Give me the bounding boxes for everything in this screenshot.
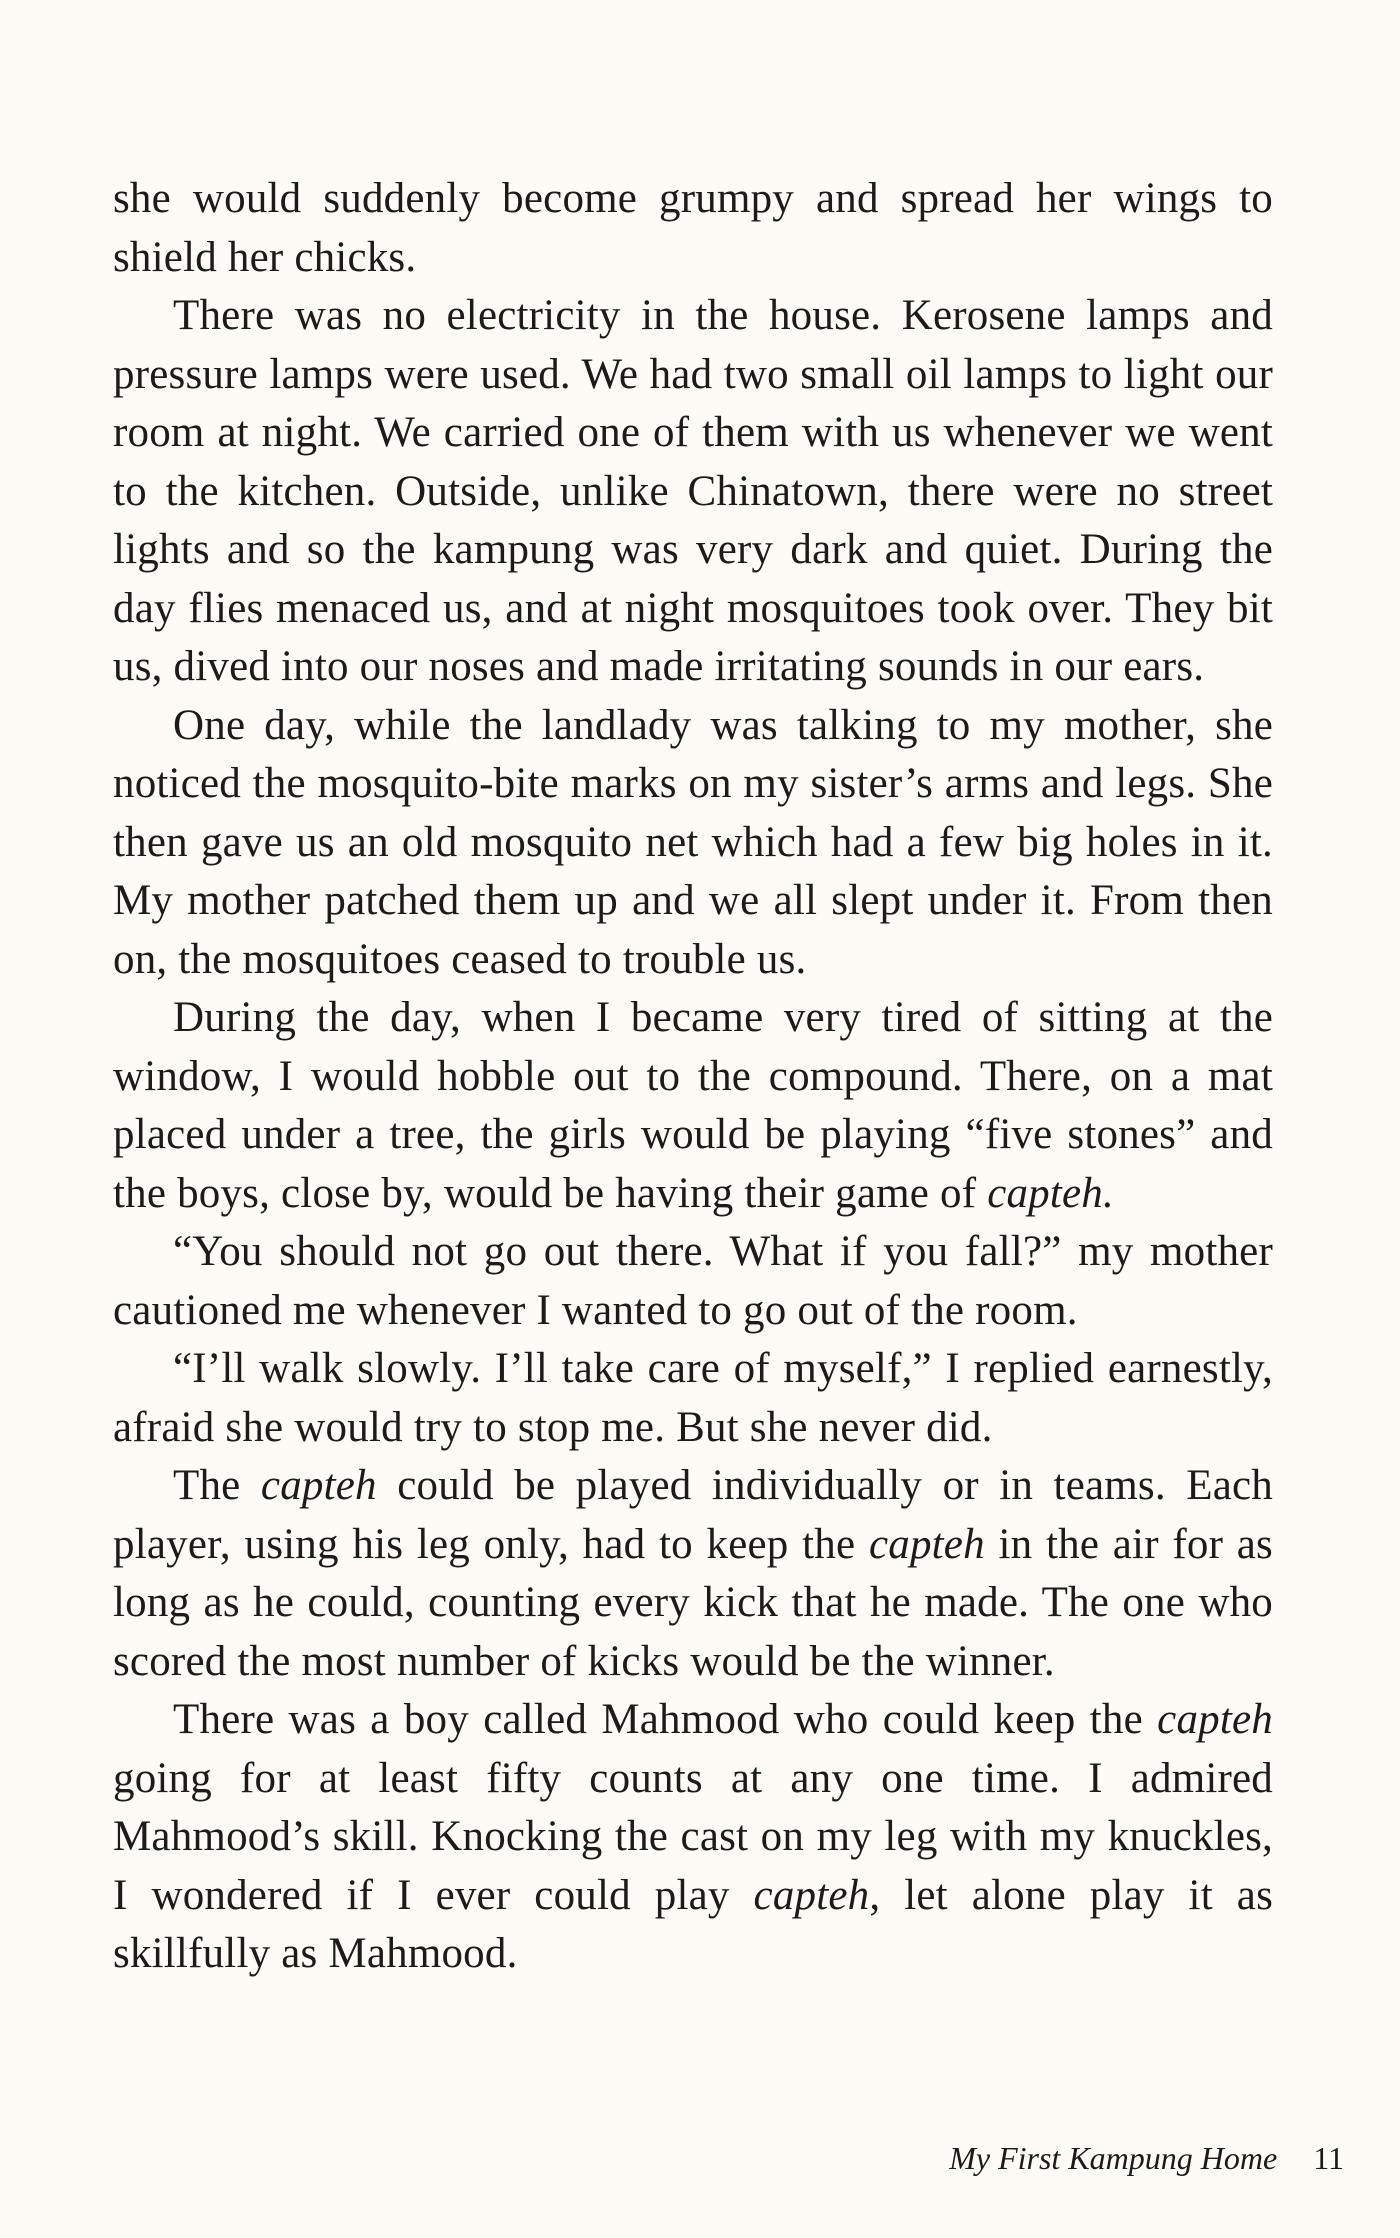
text-run: she would suddenly become grumpy and spread her wings to shield her chicks. <box>113 175 1273 281</box>
text-run: “I’ll walk slowly. I’ll take care of myself,” I replied earnestly, afraid she would try to stop me. But she never did. <box>113 1345 1273 1451</box>
italic-term: capteh <box>753 1871 870 1919</box>
paragraph <box>113 1457 1273 1691</box>
text-run: could be played individually or in teams. Each player, using his leg only, had to keep the <box>113 1462 1273 1568</box>
running-title: My First Kampung Home <box>949 2140 1278 2176</box>
text-run: There was no electricity in the house. Kerosene lamps and pressure lamps were used. We had two small oil lamps to light our room at night. We carried one of them with us whenever we went to the kitchen. Outside, unlike Chinatown, there were no street lights and so the kampung was very dark and quiet. During the day flies menaced us, and at night mosquitoes took over. They bit us, dived into our noses and made irritating sounds in our ears. <box>113 292 1273 690</box>
text-run: “You should not go out there. What if you fall?” my mother cautioned me whenever I wanted to go out of the room. <box>113 1228 1273 1334</box>
text-run: There was a boy called Mahmood who could keep the <box>173 1696 1158 1743</box>
paragraph <box>113 1340 1273 1457</box>
text-run: going for at least fifty counts at any one time. I admired Mahmood’s skill. Knocking the cast on my leg with my knuckles, I wondered if I ever could play <box>113 1754 1273 1919</box>
italic-term: capteh <box>260 1462 377 1509</box>
italic-term: capteh <box>1157 1696 1273 1743</box>
page-footer <box>949 2140 1344 2177</box>
text-run: One day, while the landlady was talking to my mother, she noticed the mosquito-bite marks on my sister’s arms and legs. She then gave us an old mosquito net which had a few big holes in it. My mother patched them up and we all slept under it. From then on, the mosquitoes ceased to trouble us. <box>113 701 1273 983</box>
text-run: , let alone play it as skillfully as Mahmood. <box>113 1871 1274 1977</box>
paragraph <box>113 989 1273 1223</box>
text-run: in the air for as long as he could, counting every kick that he made. The one who scored the most number of kicks would be the winner. <box>113 1520 1273 1685</box>
text-run: During the day, when I became very tired of sitting at the window, I would hobble out to the compound. There, on a mat placed under a tree, the girls would be playing “five stones” and the boys, close by, would be having their game of <box>113 994 1273 1217</box>
text-run: The <box>173 1462 261 1509</box>
paragraph <box>113 170 1273 287</box>
paragraph <box>113 1223 1273 1340</box>
body-text <box>113 170 1273 1984</box>
paragraph <box>113 287 1273 697</box>
italic-term: capteh <box>868 1520 985 1568</box>
paragraph <box>113 697 1273 990</box>
italic-term: capteh. <box>987 1169 1114 1217</box>
paragraph <box>113 1691 1273 1984</box>
page-number: 11 <box>1313 2140 1344 2176</box>
